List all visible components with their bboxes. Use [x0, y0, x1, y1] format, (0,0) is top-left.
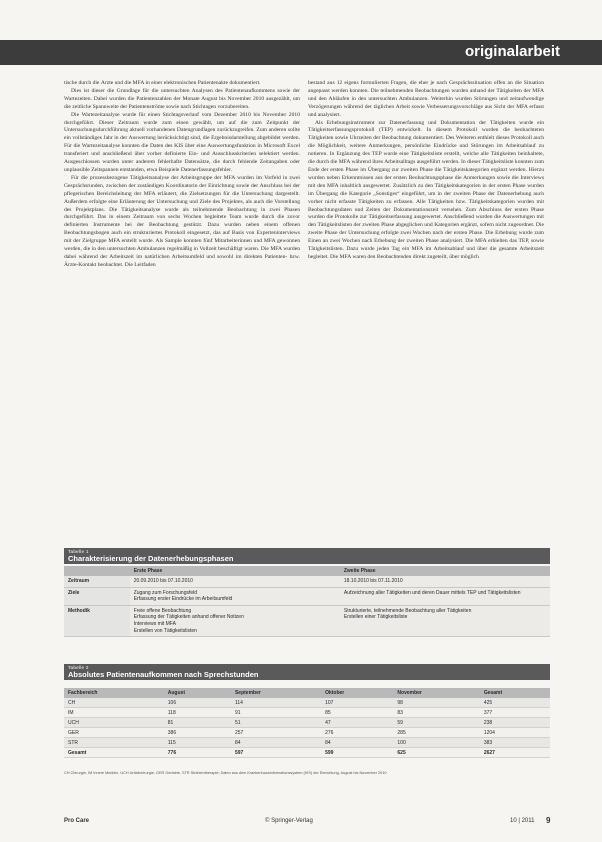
- paragraph: Die Wartezeitanalyse wurde für einen Stichtagsverlauf vom Dezember 2010 bis November 2010 durchgeführt. Dieser Zeitraum wurde zum einen gewählt, um auf die zum Zeitpunkt der Untersuchungsdurchführung aktuell vorhandenen Datengrundlagen zurückzugreifen. Zum anderen sollte ein vollständiges Jahr in der Auswertung berücksichtigt sind, die Ergebnisdarstellung abgebildet werden. Für die Wartezeitanalyse konnten die Daten des KIS über eine Auswertungsfunktion in Microsoft Excel transferiert und anschließend über vorher definierte Ein- und Ausschlusskriterien selektiert werden. Ausgeschlossen wurden unter anderem fehlerhafte Datensätze, die durch fehlende Zeitangaben oder unplausible Zeitspannen entstanden, etwa Beispiele Datenerfassungsfehler.: [64, 111, 300, 173]
- cell-line: Erfassung erster Eindrücke im Arbeitsumfeld: [133, 596, 233, 603]
- body-column-right: [308, 80, 544, 342]
- value-cell: 91: [231, 708, 321, 718]
- table-total-row: [64, 748, 550, 758]
- value-cell: 1204: [480, 728, 550, 738]
- paragraph: tische durch die Ärzte und die MFA in einer elektronischen Patientenakte dokumentiert.: [64, 80, 261, 86]
- table2-title-bar: [64, 664, 550, 680]
- value-cell: 383: [480, 738, 550, 748]
- table2: [64, 688, 550, 758]
- table-row: [64, 728, 550, 738]
- value-cell: 776: [164, 748, 231, 758]
- table1-cell: [340, 576, 550, 587]
- table2-header-cell: September: [231, 688, 321, 698]
- dept-cell: Gesamt: [64, 748, 164, 758]
- dept-cell: GER: [64, 728, 164, 738]
- cell-line: Erfassung der Tätigkeiten anhand offener Notizen: [133, 614, 244, 621]
- dept-cell: STR: [64, 738, 164, 748]
- value-cell: 106: [164, 698, 231, 708]
- table1-row-label: Zeitraum: [64, 576, 130, 587]
- table2-header-cell: August: [164, 688, 231, 698]
- value-cell: 285: [393, 728, 479, 738]
- table1-title-bar: [64, 548, 550, 564]
- value-cell: 51: [231, 718, 321, 728]
- table-row: [64, 708, 550, 718]
- value-cell: 2627: [480, 748, 550, 758]
- value-cell: 84: [321, 738, 393, 748]
- dept-cell: IM: [64, 708, 164, 718]
- table2-header-cell: Fachbereich: [64, 688, 164, 698]
- table1-cell: [340, 605, 550, 636]
- value-cell: 59: [393, 718, 479, 728]
- table-row: [64, 698, 550, 708]
- cell-line: Erstellen von Tätigkeitslisten: [133, 627, 197, 634]
- table1-header-row: [64, 566, 550, 576]
- value-cell: 47: [321, 718, 393, 728]
- table-row: [64, 576, 550, 587]
- value-cell: 83: [393, 708, 479, 718]
- table1-cell: [130, 587, 340, 605]
- value-cell: 257: [231, 728, 321, 738]
- table1-header-cell: Zweite Phase: [340, 566, 550, 576]
- table-row: [64, 718, 550, 728]
- table2-header-cell: Oktober: [321, 688, 393, 698]
- table2-title: Absolutes Patientenaufkommen nach Sprechstunden: [68, 670, 259, 679]
- section-label: originalarbeit: [464, 43, 560, 60]
- paragraph: Für die prozessbezogene Tätigkeitsanalyse der Arbeitsgruppe der MFA wurden im Vorfeld in zwei Gesprächsrunden, zwischen der zuständigen Koordinatorin der Einrichtung sowie der Anschluss bei der pflegerischen Bereichsleitung der MFA erläutert, die Zielsetzungen für die Untersuchung dargestellt. Außerdem erfolgte eine Erläuterung der Untersuchung und Ziele des Projektes, als auch die Vorstellung des Projektplans. Die Tätigkeitsanalyse wurde als teilnehmende Beobachtung in zwei Phasen durchgeführt. Das in einem Zeitraum von sechs Wochen begleitete Team wurde durch die zuvor definierten Instrumente bei der Beobachtung gestützt. Dazu wurden neben einem offenen Beobachtungsbogen auch ein strukturiertes Protokoll eingesetzt, das auf Basis von Experteninterviews mit der Zielgruppe MFA erstellt wurde. Als Sample konnten fünf Mitarbeiterinnen und MFA gewonnen werden, die in den untersuchten Ambulanzen regelmäßig in Vollzeit beschäftigt waren. Die MFA wurden dabei während der Arbeitszeit im natürlichen Arbeitsumfeld und sowohl im direkten Patienten- bzw. Ärzte-Kontakt beobachtet. Die Leitfaden: [64, 174, 300, 268]
- table1-title: Charakterisierung der Datenerhebungsphasen: [68, 554, 234, 563]
- table2-header-cell: November: [393, 688, 479, 698]
- body-column-left: [64, 80, 300, 342]
- value-cell: 118: [164, 708, 231, 718]
- cell-line: 20.09.2010 bis 07.10.2010: [133, 578, 193, 584]
- table2-footnote: CH Chirurgie, IM Innere Medizin, UCH Unfallchirurgie, GER Geriatrie, STR Strahlentherapie; Daten aus dem Krankenhausinformationssystem (KIS) der Einrichtung, August bis November 2010: [64, 771, 387, 775]
- table1: [64, 566, 550, 637]
- table1-cell: [340, 587, 550, 605]
- value-cell: 276: [321, 728, 393, 738]
- value-cell: 377: [480, 708, 550, 718]
- value-cell: 386: [164, 728, 231, 738]
- value-cell: 425: [480, 698, 550, 708]
- value-cell: 84: [231, 738, 321, 748]
- value-cell: 85: [321, 708, 393, 718]
- value-cell: 107: [321, 698, 393, 708]
- dept-cell: UCH: [64, 718, 164, 728]
- table-row: [64, 605, 550, 636]
- table-row: [64, 738, 550, 748]
- cell-line: Interviews mit MFA: [133, 620, 176, 627]
- table1-row-label: Ziele: [64, 587, 130, 605]
- section-header-bar: [0, 40, 602, 65]
- table1-cell: [130, 576, 340, 587]
- publisher-name: © Springer-Verlag: [265, 818, 313, 824]
- cell-line: 18.10.2010 bis 07.11.2010: [343, 578, 403, 584]
- journal-name: Pro Care: [64, 818, 90, 824]
- table2-number: Tabelle 2: [68, 665, 89, 670]
- table2-header-cell: Gesamt: [480, 688, 550, 698]
- table1-row-label: Methodik: [64, 605, 130, 636]
- issue-label: 10 | 2011: [510, 818, 535, 824]
- dept-cell: CH: [64, 698, 164, 708]
- paragraph: bestand aus 12 eigens formulierten Fragen, die eher je nach Gesprächssituation offen an die Situation angepasst werden konnten. Die teilnehmenden Beobachtungen wurden anhand der Tätigkeiten der MFA und den Abläufen in den untersuchten Ambulanzen. Weiterhin wurden Störungen und zeitaufwendige Verzögerungen während der täglichen Arbeit sowie Verbesserungsvorschläge aus Sicht der MFA erfasst und analysiert.: [308, 80, 544, 118]
- value-cell: 115: [164, 738, 231, 748]
- page-number: 9: [546, 816, 551, 825]
- value-cell: 238: [480, 718, 550, 728]
- table1-number: Tabelle 1: [68, 549, 89, 554]
- table1-header-cell: Erste Phase: [130, 566, 340, 576]
- cell-line: Erstellen einer Tätigkeitsliste: [343, 614, 408, 621]
- cell-line: Zugang zum Forschungsfeld: [133, 589, 198, 596]
- table1-header-cell: [64, 566, 130, 576]
- value-cell: 625: [393, 748, 479, 758]
- value-cell: 100: [393, 738, 479, 748]
- value-cell: 114: [231, 698, 321, 708]
- table1-cell: [130, 605, 340, 636]
- cell-line: Aufzeichnung aller Tätigkeiten und deren Dauer mittels TEP und Tätigkeitslisten: [343, 589, 521, 596]
- paragraph: Dies ist dieser die Grundlage für die untersuchten Analysen des Patientenaufkommens sowie der Wartezeiten. Dabei wurden die Patientenzahlen der Monate August bis November 2010 ausgezählt, um die zeitliche Spannweite der Patientenströme sowie nach Stichtagen vorzubereiten.: [64, 87, 300, 110]
- table-row: [64, 587, 550, 605]
- cell-line: Freie offene Beobachtung: [133, 607, 192, 614]
- value-cell: 81: [164, 718, 231, 728]
- cell-line: Strukturierte, teilnehmende Beobachtung aller Tätigkeiten: [343, 607, 472, 614]
- value-cell: 98: [393, 698, 479, 708]
- table2-header-row: [64, 688, 550, 698]
- value-cell: 599: [321, 748, 393, 758]
- value-cell: 597: [231, 748, 321, 758]
- paragraph: Als Erhebungsinstrument zur Datenerfassung und Dokumentation der Tätigkeiten wurde ein Tätigkeitserfassungsprotokoll (TEP) entwickelt. In diesem Protokoll wurden die beobachteten Tätigkeiten sowie Uhrzeiten der Beobachtung dokumentiert. Des Weiteren enthielt dieses Protokoll auch die Möglichkeit, weitere Anmerkungen, persönliche Eindrücke und Störungen im Arbeitsablauf zu notieren. In Ergänzung des TEP wurde eine Tätigkeitsliste erstellt, welche alle Tätigkeiten beinhaltete, die durch die MFA während ihres Arbeitsalltags ausgeführt werden. In dieser Tätigkeitsliste konnten zum Ende der ersten Phase im Übergang zur zweiten Phase die Tätigkeitskategorien ergänzt werden. Hierzu wurden neben Erkenntnissen aus der ersten Beobachtungsphase die Anmerkungen sowie die Interviews mit den MFA inhaltlich ausgewertet. Zusätzlich zu den Tätigkeitskategorien in der ersten Phase wurden im Übergang die Kategorie „Sonstiges“ eingeführt, um in der zweiten Phase der Datenerhebung auch vorher nicht erfasste Tätigkeiten zu erfassen. Alle Tätigkeiten bzw. Tätigkeitskategorien wurden mit Beobachtungsdaten und Zeiten der Dokumentationszeit versehen. Zum Abschluss der ersten Phase wurden die Protokolle zur Tätigkeitserfassung ausgewertet. Anschließend wurden die Auswertungen mit den Tätigkeitslisten der zweiten Phase abgeglichen und Kategorien ergänzt, sofern nicht zugeordnet. Die zweite Phase der Untersuchung erfolgte zwei Wochen nach der ersten Phase. Die Erhebung wurde zum Einen an zwei Wochen nach Erhebung der zweiten Phase analysiert. Die MFA erhielten das TEP, sowie Tätigkeitslisten. Dazu wurde jeden Tag ein MFA im Arbeitsablauf und über die gesamte Arbeitszeit begleitet. Die MFA waren den Beobachtenden direkt zugeteilt, über möglich: [308, 119, 544, 260]
